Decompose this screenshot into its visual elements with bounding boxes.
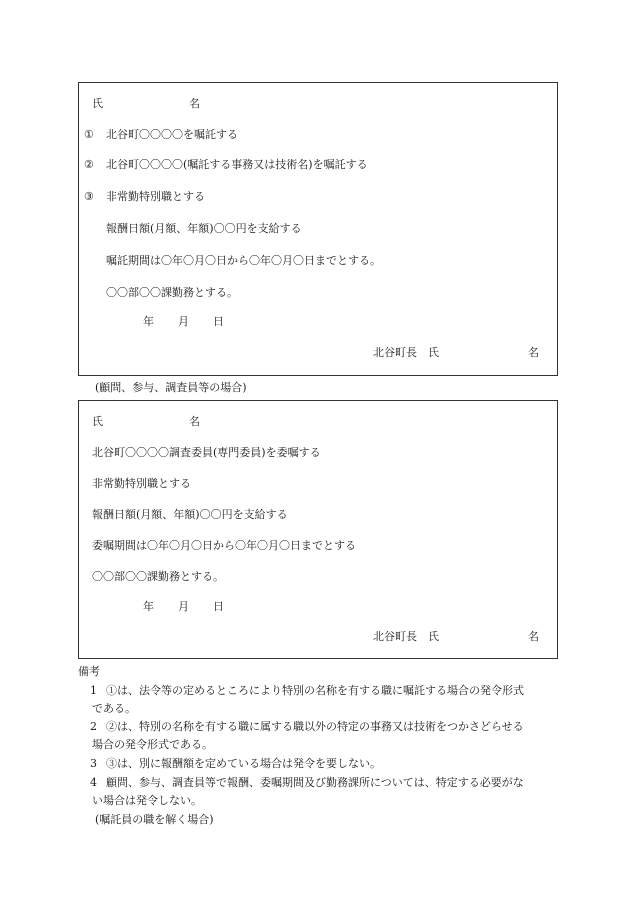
form1-item2-text: 北谷町〇〇〇〇(嘱託する事務又は技術名)を嘱託する <box>106 158 368 171</box>
note-4-line-1: 顧問、参与、調査員等で報酬、委嘱期間及び勤務課所については、特定する必要がな <box>106 776 524 789</box>
form2-name-label-right: 名 <box>189 415 200 428</box>
notes-heading: 備考 <box>78 665 100 678</box>
note-4-line-2: い場合は発令しない。 <box>92 794 202 807</box>
form2-signer-name: 名 <box>528 630 539 643</box>
note-4-number: 4 <box>90 776 97 789</box>
note-1-line-2: である。 <box>92 702 136 715</box>
form1-period-line: 嘱託期間は〇年〇月〇日から〇年〇月〇日までとする。 <box>106 254 381 267</box>
form1-item1-text: 北谷町〇〇〇〇を嘱託する <box>106 128 238 141</box>
appointment-form-2 <box>78 400 558 659</box>
form2-line-1: 北谷町〇〇〇〇調査委員(専門委員)を委嘱する <box>92 446 321 459</box>
form1-item3-number: ③ <box>84 190 94 203</box>
form1-date-month: 月 <box>178 315 189 328</box>
form1-signer: 北谷町長 氏 <box>373 346 439 359</box>
form2-line-2: 非常勤特別職とする <box>92 477 191 490</box>
section2-caption: (顧問、参与、調査員等の場合) <box>95 381 247 394</box>
note-3-number: 3 <box>90 757 97 770</box>
note-1-line-1: ①は、法令等の定めるところにより特別の名称を有する職に嘱託する場合の発令形式 <box>106 684 524 697</box>
note-3-line-1: ③は、別に報酬額を定めている場合は発令を要しない。 <box>106 757 381 770</box>
notes-trailing-caption: (嘱託員の職を解く場合) <box>95 813 214 826</box>
form1-signer-name: 名 <box>528 346 539 359</box>
form2-signer: 北谷町長 氏 <box>373 630 439 643</box>
form1-item1-number: ① <box>84 128 94 141</box>
form1-pay-line: 報酬日額(月額、年額)〇〇円を支給する <box>106 222 302 235</box>
form1-name-label-left: 氏 <box>92 97 103 110</box>
form2-line-5: 〇〇部〇〇課勤務とする。 <box>92 570 224 583</box>
form2-line-3: 報酬日額(月額、年額)〇〇円を支給する <box>92 508 288 521</box>
form1-name-label-right: 名 <box>189 97 200 110</box>
note-1-number: 1 <box>90 684 97 697</box>
form1-date-day: 日 <box>213 315 224 328</box>
form1-date-year: 年 <box>143 315 154 328</box>
note-2-line-2: 場合の発令形式である。 <box>92 738 213 751</box>
form2-date-year: 年 <box>143 600 154 613</box>
form2-name-label-left: 氏 <box>92 415 103 428</box>
note-2-number: 2 <box>90 720 97 733</box>
form1-item3-text: 非常勤特別職とする <box>106 190 205 203</box>
form1-dept-line: 〇〇部〇〇課勤務とする。 <box>106 286 238 299</box>
form2-date-day: 日 <box>213 600 224 613</box>
form2-date-month: 月 <box>178 600 189 613</box>
form1-item2-number: ② <box>84 158 94 171</box>
form2-line-4: 委嘱期間は〇年〇月〇日から〇年〇月〇日までとする <box>92 539 356 552</box>
note-2-line-1: ②は、特別の名称を有する職に属する職以外の特定の事務又は技術をつかさどらせる <box>106 720 524 733</box>
